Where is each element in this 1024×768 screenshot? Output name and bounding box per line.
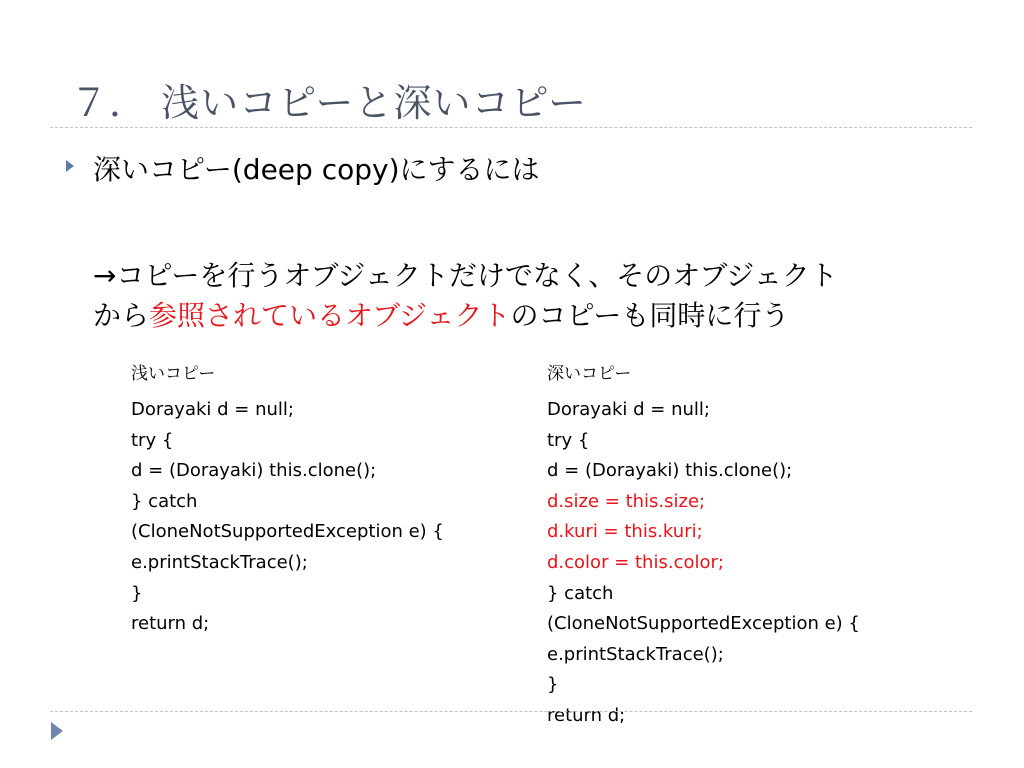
code-line: } catch	[131, 490, 198, 512]
code-line: (CloneNotSupportedException e) {	[547, 613, 860, 635]
code-line: }	[131, 582, 143, 604]
deep-copy-code	[547, 395, 860, 732]
title-divider	[50, 127, 972, 128]
bullet-text: 深いコピー(deep copy)にするには	[93, 153, 540, 186]
triangle-bullet-icon	[66, 160, 74, 172]
code-line: d = (Dorayaki) this.clone();	[131, 460, 377, 482]
code-line: Dorayaki d = null;	[547, 399, 710, 420]
code-line: } catch	[547, 582, 614, 604]
code-line: return d;	[547, 704, 626, 726]
shallow-copy-heading: 浅いコピー	[131, 364, 216, 384]
explanation-line-1: →コピーを行うオブジェクトだけでなく、そのオブジェクト	[93, 259, 838, 292]
code-line: }	[547, 674, 559, 696]
explanation-prefix: から	[93, 299, 150, 332]
next-slide-icon[interactable]	[51, 722, 63, 740]
code-line: d.color = this.color;	[547, 551, 724, 573]
footer-divider	[50, 711, 972, 712]
code-line: e.printStackTrace();	[131, 551, 308, 573]
explanation-highlight: 参照されているオブジェクト	[149, 299, 511, 332]
code-line: e.printStackTrace();	[547, 643, 724, 665]
code-line: try {	[131, 429, 174, 451]
code-line: Dorayaki d = null;	[131, 399, 294, 420]
slide-title: ７． 浅いコピーと深いコピー	[70, 81, 588, 125]
shallow-copy-code	[131, 395, 444, 640]
code-line: return d;	[131, 613, 210, 635]
deep-copy-heading: 深いコピー	[547, 364, 632, 384]
code-line: d.size = this.size;	[547, 490, 706, 512]
code-line: d = (Dorayaki) this.clone();	[547, 460, 793, 482]
explanation-line-2	[93, 296, 838, 336]
code-line: try {	[547, 429, 590, 451]
code-line: (CloneNotSupportedException e) {	[131, 521, 444, 543]
explanation-suffix: のコピーも同時に行う	[510, 299, 790, 332]
code-line: d.kuri = this.kuri;	[547, 521, 703, 543]
explanation-text	[93, 256, 838, 336]
